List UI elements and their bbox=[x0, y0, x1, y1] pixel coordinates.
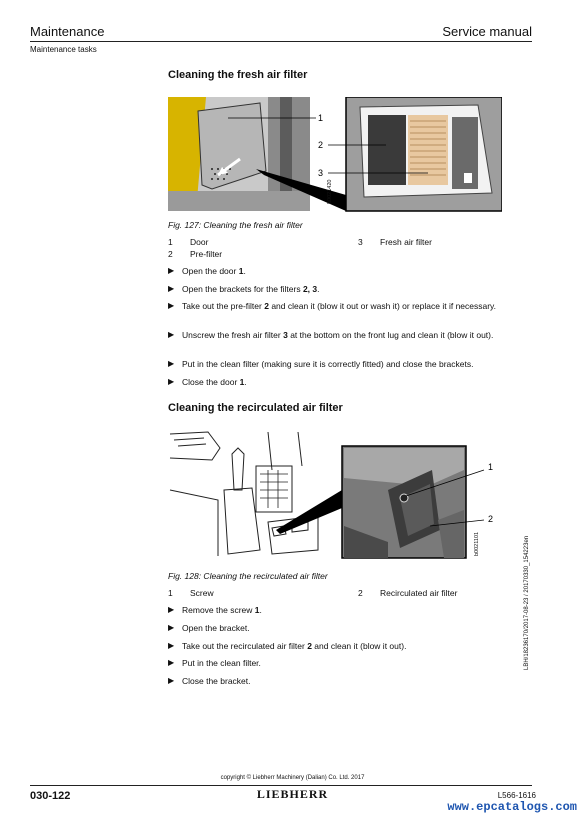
step-text bbox=[182, 675, 251, 687]
step-text bbox=[182, 657, 261, 669]
instruction-step bbox=[168, 329, 538, 341]
step-text-part: Take out the recirculated air filter bbox=[182, 641, 308, 651]
step-bullet-icon: ▶ bbox=[168, 377, 175, 386]
header-section-title: Maintenance bbox=[30, 24, 105, 39]
legend-label: Screw bbox=[190, 588, 214, 598]
callout-1: 1 bbox=[318, 113, 324, 123]
instruction-step bbox=[168, 376, 538, 388]
footer-copyright: copyright © Liebherr Machinery (Dalian) Co. Ltd. 2017 bbox=[220, 775, 365, 781]
step-text-part: Remove the screw bbox=[182, 605, 255, 615]
step-bullet-icon: ▶ bbox=[168, 676, 175, 685]
page-number: 030-122 bbox=[30, 790, 71, 802]
instruction-step bbox=[168, 265, 538, 277]
photo-filter-location bbox=[342, 446, 466, 558]
legend-num: 2 bbox=[168, 249, 173, 259]
step-text-part: . bbox=[317, 284, 320, 294]
instruction-step bbox=[168, 675, 538, 687]
figure-127-id: b0021420 bbox=[327, 179, 333, 204]
step-bullet-icon: ▶ bbox=[168, 301, 175, 310]
figure-recirculated-air-filter bbox=[168, 430, 498, 560]
step-reference-number: 1 bbox=[239, 377, 245, 387]
step-reference-number: 3 bbox=[283, 330, 288, 340]
photo-filter-compartment bbox=[346, 97, 502, 211]
instruction-step bbox=[168, 640, 538, 652]
section-title-fresh-air: Cleaning the fresh air filter bbox=[168, 69, 308, 81]
instruction-step bbox=[168, 622, 538, 634]
instruction-step bbox=[168, 604, 538, 616]
header-subtitle: Maintenance tasks bbox=[30, 45, 97, 54]
legend-label: Door bbox=[190, 237, 209, 247]
step-bullet-icon: ▶ bbox=[168, 605, 175, 614]
photo-cab-door bbox=[168, 97, 310, 211]
callout-2: 2 bbox=[318, 140, 324, 150]
legend-num: 1 bbox=[168, 588, 173, 598]
legend-label: Fresh air filter bbox=[380, 237, 432, 247]
instruction-step bbox=[168, 657, 538, 669]
step-text bbox=[182, 376, 247, 388]
footer-divider bbox=[30, 785, 532, 786]
callout-2: 2 bbox=[488, 514, 494, 524]
step-bullet-icon: ▶ bbox=[168, 359, 175, 368]
step-bullet-icon: ▶ bbox=[168, 623, 175, 632]
step-text bbox=[182, 265, 246, 277]
step-bullet-icon: ▶ bbox=[168, 266, 175, 275]
figure-127-caption: Fig. 127: Cleaning the fresh air filter bbox=[168, 220, 303, 230]
drawing-operator-console bbox=[170, 432, 318, 556]
step-text bbox=[182, 329, 493, 341]
step-text-part: . bbox=[244, 377, 247, 387]
header-divider bbox=[30, 41, 532, 42]
legend-num: 1 bbox=[168, 237, 173, 247]
step-text-part: Put in the clean filter (making sure it is correctly fitted) and close the brackets. bbox=[182, 359, 474, 369]
step-text-part: at the bottom on the front lug and clean it (blow it out). bbox=[287, 330, 494, 340]
step-text-part: Take out the pre-filter bbox=[182, 301, 265, 311]
legend-label: Recirculated air filter bbox=[380, 588, 458, 598]
step-text-part: . bbox=[243, 266, 246, 276]
step-text bbox=[182, 283, 320, 295]
step-text-part: Open the door bbox=[182, 266, 239, 276]
step-text bbox=[182, 604, 262, 616]
step-text-part: Close the door bbox=[182, 377, 240, 387]
step-reference-number: 2 bbox=[264, 301, 269, 311]
step-text-part: Unscrew the fresh air filter bbox=[182, 330, 284, 340]
instruction-step bbox=[168, 300, 538, 312]
instruction-step bbox=[168, 283, 538, 295]
step-text-part: Close the bracket. bbox=[182, 676, 251, 686]
figure-fresh-air-filter bbox=[168, 97, 502, 213]
step-text bbox=[182, 300, 496, 312]
step-reference-number: 2, 3 bbox=[302, 284, 318, 294]
header-manual-title: Service manual bbox=[442, 24, 532, 39]
step-reference-number: 1 bbox=[254, 605, 260, 615]
step-bullet-icon: ▶ bbox=[168, 330, 175, 339]
document-code-vertical: LBH/18236170/2017-08-23 / 20170330_154223en bbox=[524, 535, 530, 670]
section-title-recirculated-air: Cleaning the recirculated air filter bbox=[168, 402, 343, 414]
step-text-part: Open the brackets for the filters bbox=[182, 284, 303, 294]
step-bullet-icon: ▶ bbox=[168, 658, 175, 667]
step-text bbox=[182, 640, 406, 652]
step-reference-number: 2 bbox=[307, 641, 312, 651]
step-bullet-icon: ▶ bbox=[168, 284, 175, 293]
legend-label: Pre-filter bbox=[190, 249, 223, 259]
figure-128-caption: Fig. 128: Cleaning the recirculated air filter bbox=[168, 571, 328, 581]
instruction-step bbox=[168, 358, 538, 370]
legend-num: 2 bbox=[358, 588, 363, 598]
callout-1: 1 bbox=[488, 462, 494, 472]
figure-128-id: b0021101 bbox=[474, 531, 480, 556]
step-text-part: and clean it (blow it out). bbox=[311, 641, 407, 651]
step-text bbox=[182, 358, 474, 370]
step-text-part: Put in the clean filter. bbox=[182, 658, 261, 668]
brand-logo: LIEBHERR bbox=[256, 787, 329, 801]
watermark-link[interactable]: www.epcatalogs.com bbox=[447, 800, 577, 814]
model-code: L566-1616 bbox=[497, 791, 536, 800]
step-text-part: Open the bracket. bbox=[182, 623, 250, 633]
step-reference-number: 1 bbox=[238, 266, 244, 276]
step-text-part: and clean it (blow it out or wash it) or replace it if necessary. bbox=[268, 301, 497, 311]
step-text bbox=[182, 622, 250, 634]
legend-num: 3 bbox=[358, 237, 363, 247]
step-text-part: . bbox=[259, 605, 262, 615]
callout-3: 3 bbox=[318, 168, 324, 178]
step-bullet-icon: ▶ bbox=[168, 641, 175, 650]
